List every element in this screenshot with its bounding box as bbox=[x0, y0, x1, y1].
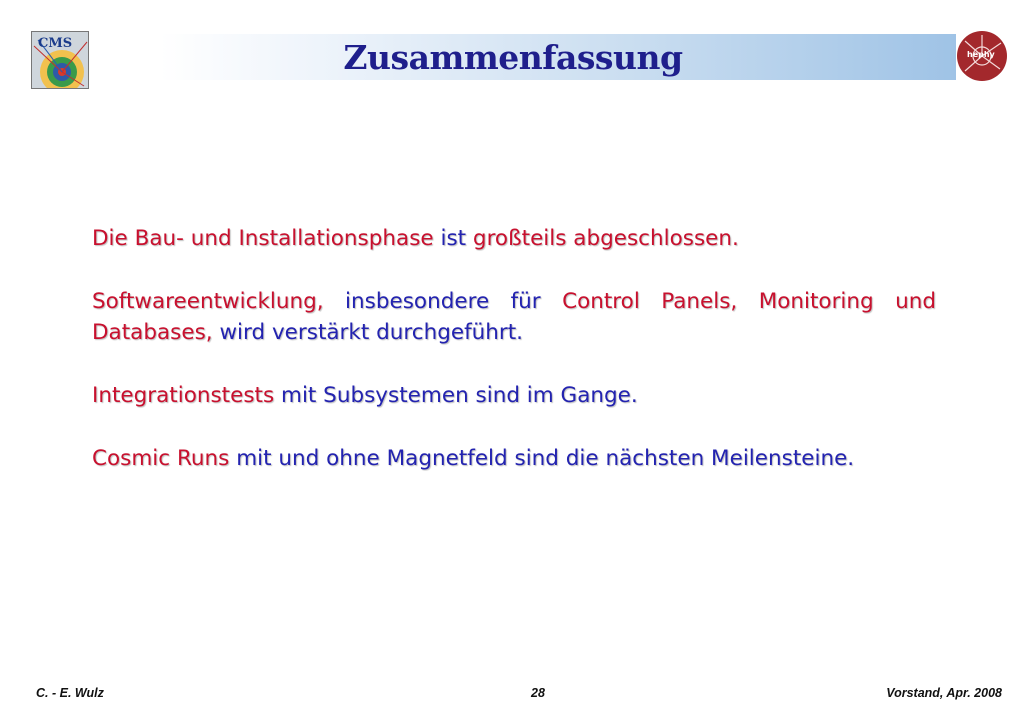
text-segment: Cosmic Runs bbox=[92, 446, 230, 471]
summary-paragraph bbox=[92, 223, 936, 254]
text-segment: Die Bau- und Installationsphase bbox=[92, 226, 434, 251]
hephy-logo-text: hephy bbox=[967, 50, 995, 59]
text-segment: Softwareentwicklung, bbox=[92, 289, 324, 314]
text-segment: großteils abgeschlossen. bbox=[472, 226, 739, 251]
text-segment: Integrationstests bbox=[92, 383, 275, 408]
cms-logo bbox=[31, 31, 89, 89]
summary-paragraph bbox=[92, 443, 936, 474]
footer-page-number: 28 bbox=[531, 686, 545, 700]
footer-event: Vorstand, Apr. 2008 bbox=[886, 686, 1002, 700]
slide-content bbox=[92, 223, 936, 506]
hephy-logo bbox=[957, 31, 1007, 81]
text-segment: Control Panels, Monitoring und Databases, bbox=[92, 289, 936, 345]
text-segment: ist bbox=[433, 226, 473, 251]
text-segment: wird verstärkt durchgeführt. bbox=[212, 320, 523, 345]
slide-title: Zusammenfassung bbox=[343, 38, 683, 77]
footer-author: C. - E. Wulz bbox=[36, 686, 104, 700]
text-segment: mit und ohne Magnetfeld sind die nächsten Meilensteine. bbox=[229, 446, 855, 471]
text-segment: insbesondere für bbox=[323, 289, 563, 314]
cms-logo-text: CMS bbox=[38, 36, 73, 51]
summary-paragraph bbox=[92, 380, 936, 411]
text-segment: mit Subsystemen sind im Gange. bbox=[274, 383, 638, 408]
summary-paragraph bbox=[92, 286, 936, 348]
